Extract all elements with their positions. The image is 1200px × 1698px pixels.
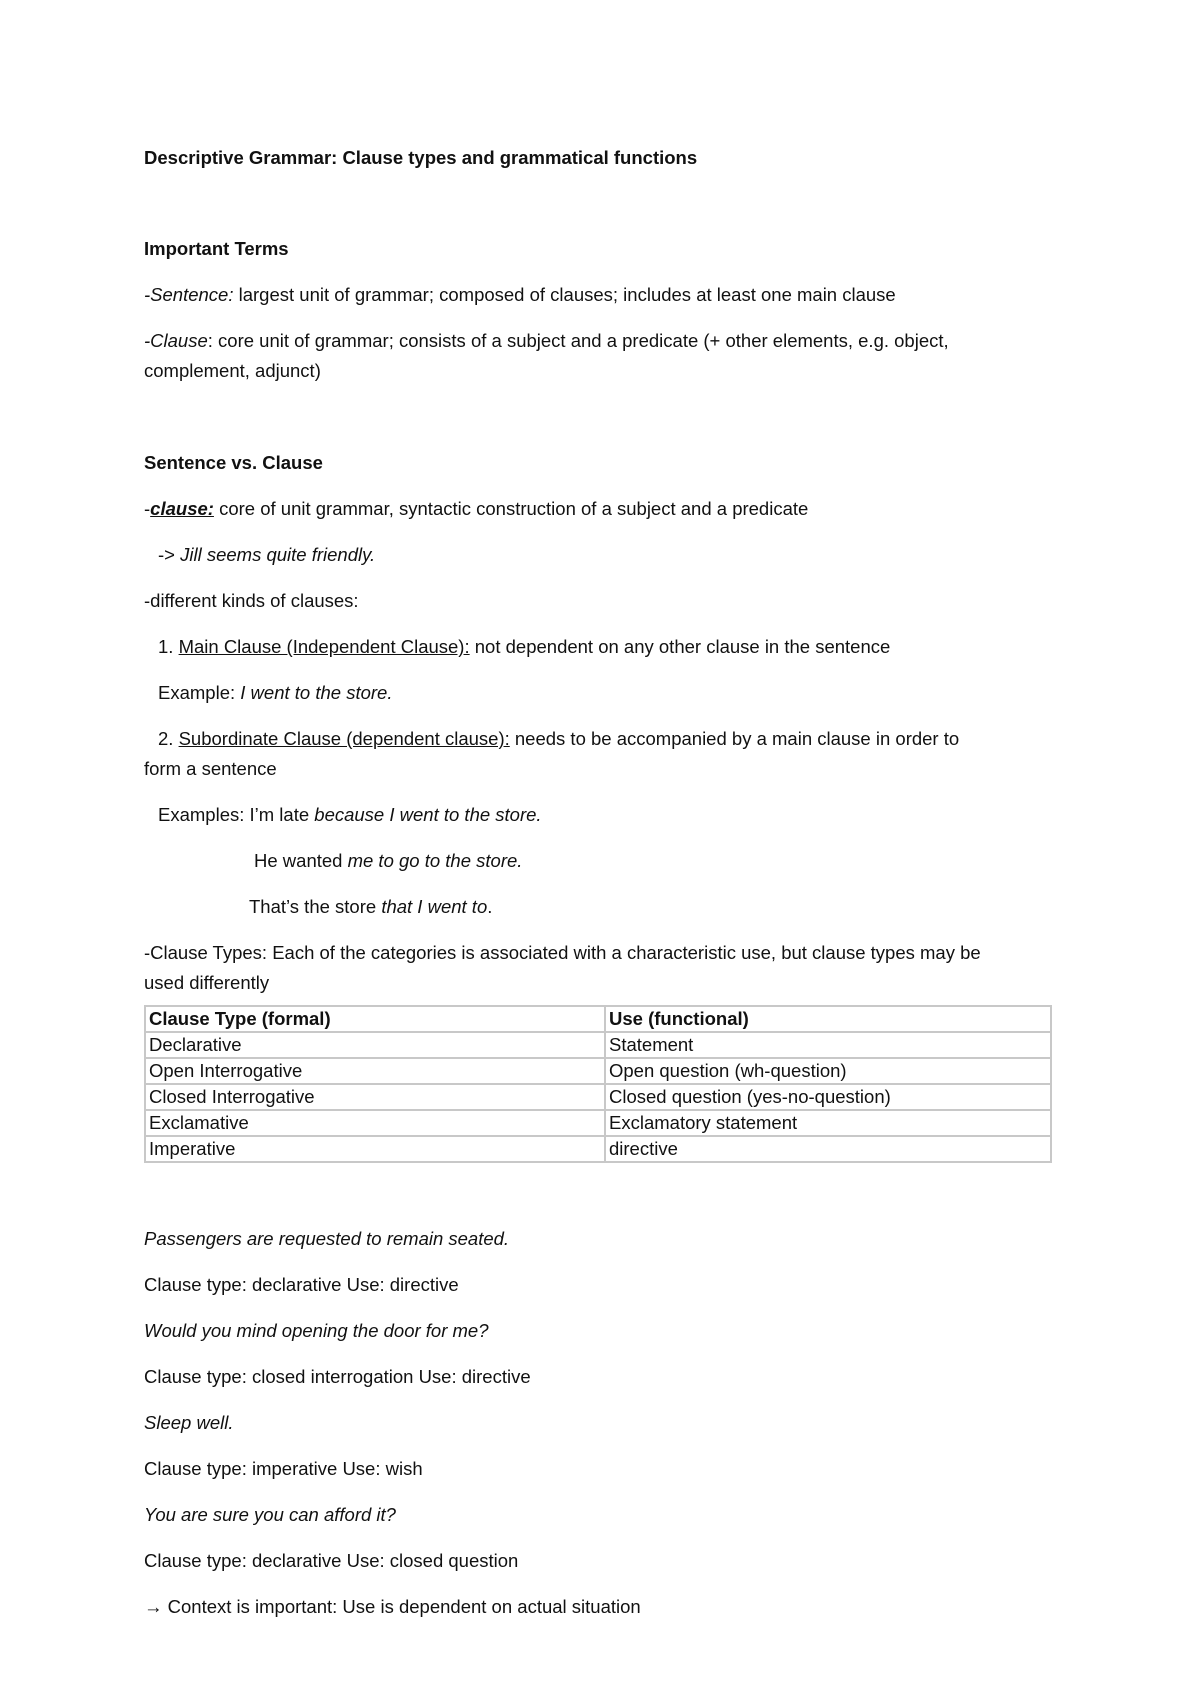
clause-definition-cont: complement, adjunct) [144, 360, 321, 381]
table-cell: directive [605, 1136, 1051, 1162]
example-label: Example: [158, 682, 241, 703]
table-row [145, 1136, 1051, 1162]
sentence-vs-clause-heading: Sentence vs. Clause [144, 452, 323, 473]
subordinate-example-1 [158, 803, 542, 827]
clause-types-intro: -Clause Types: Each of the categories is associated with a characteristic use, but clause types may be [144, 942, 981, 963]
example-analysis: Clause type: declarative Use: closed question [144, 1550, 519, 1571]
conclusion [144, 1595, 641, 1619]
example-sentence: You are sure you can afford it? [144, 1504, 396, 1525]
right-arrow-icon: → [144, 1596, 163, 1617]
table-cell: Exclamatory statement [605, 1110, 1051, 1136]
main-clause-item [158, 635, 890, 659]
subordinate-def-cont: form a sentence [144, 758, 277, 779]
sub-example-1-text: because I went to the store. [314, 804, 542, 825]
table-cell: Open question (wh-question) [605, 1058, 1051, 1084]
jill-example-text: Jill seems quite friendly. [180, 544, 376, 565]
sub-example-3-post: . [487, 896, 493, 917]
table-cell: Statement [605, 1032, 1051, 1058]
table-cell: Imperative [145, 1136, 605, 1162]
table-cell: Declarative [145, 1032, 605, 1058]
table-cell: Exclamative [145, 1110, 605, 1136]
clause-types-table [144, 1005, 1052, 1163]
table-header-cell: Clause Type (formal) [145, 1006, 605, 1032]
example-sentence: Sleep well. [144, 1412, 234, 1433]
clause-def-text: : core unit of grammar; consists of a subject and a predicate (+ other elements, e.g. object, [207, 330, 949, 351]
main-clause-label: Main Clause (Independent Clause): [178, 636, 470, 657]
example-analysis: Clause type: closed interrogation Use: directive [144, 1366, 531, 1387]
table-row [145, 1110, 1051, 1136]
clause-core-def-text: core of unit grammar, syntactic construction of a subject and a predicate [213, 498, 809, 519]
jill-example [158, 543, 375, 567]
table-row [145, 1084, 1051, 1110]
sub-example-2-text: me to go to the store. [347, 850, 523, 871]
table-row [145, 1058, 1051, 1084]
table-header-cell: Use (functional) [605, 1006, 1051, 1032]
subordinate-label: Subordinate Clause (dependent clause): [178, 728, 510, 749]
table-cell: Closed question (yes-no-question) [605, 1084, 1051, 1110]
conclusion-text: Context is important: Use is dependent on actual situation [162, 1596, 641, 1617]
clause-term-underlined: clause: [150, 498, 214, 519]
sentence-definition [144, 283, 896, 307]
clause-definition [144, 329, 949, 353]
example-analysis: Clause type: declarative Use: directive [144, 1274, 459, 1295]
clause-term: -Clause [144, 330, 208, 351]
sub-example-2-pre: He wanted [254, 850, 348, 871]
example-sentence: Would you mind opening the door for me? [144, 1320, 489, 1341]
main-example-text: I went to the store. [240, 682, 393, 703]
important-terms-heading: Important Terms [144, 238, 289, 259]
example-sentence: Passengers are requested to remain seated. [144, 1228, 510, 1249]
table-row [145, 1032, 1051, 1058]
sentence-term: -Sentence: [144, 284, 234, 305]
main-clause-example [158, 681, 392, 705]
subordinate-example-2 [254, 849, 522, 873]
sub-example-3-pre: That’s the store [249, 896, 382, 917]
examples-label: Examples: I’m late [158, 804, 315, 825]
subordinate-number: 2. [158, 728, 179, 749]
clause-core-definition [144, 497, 808, 521]
subordinate-example-3 [249, 895, 492, 919]
table-cell: Open Interrogative [145, 1058, 605, 1084]
main-clause-def: not dependent on any other clause in the sentence [469, 636, 891, 657]
example-analysis: Clause type: imperative Use: wish [144, 1458, 423, 1479]
table-header-row [145, 1006, 1051, 1032]
clause-types-intro-cont: used differently [144, 972, 270, 993]
sub-example-3-text: that I went to [381, 896, 488, 917]
dash: - [144, 498, 151, 519]
document-title: Descriptive Grammar: Clause types and grammatical functions [144, 147, 698, 168]
sentence-def-text: largest unit of grammar; composed of clauses; includes at least one main clause [233, 284, 896, 305]
main-clause-number: 1. [158, 636, 179, 657]
subordinate-clause-item [158, 727, 959, 751]
subordinate-def: needs to be accompanied by a main clause in order to [509, 728, 960, 749]
example-arrow: -> [158, 544, 181, 565]
kinds-of-clauses: -different kinds of clauses: [144, 590, 359, 611]
table-cell: Closed Interrogative [145, 1084, 605, 1110]
